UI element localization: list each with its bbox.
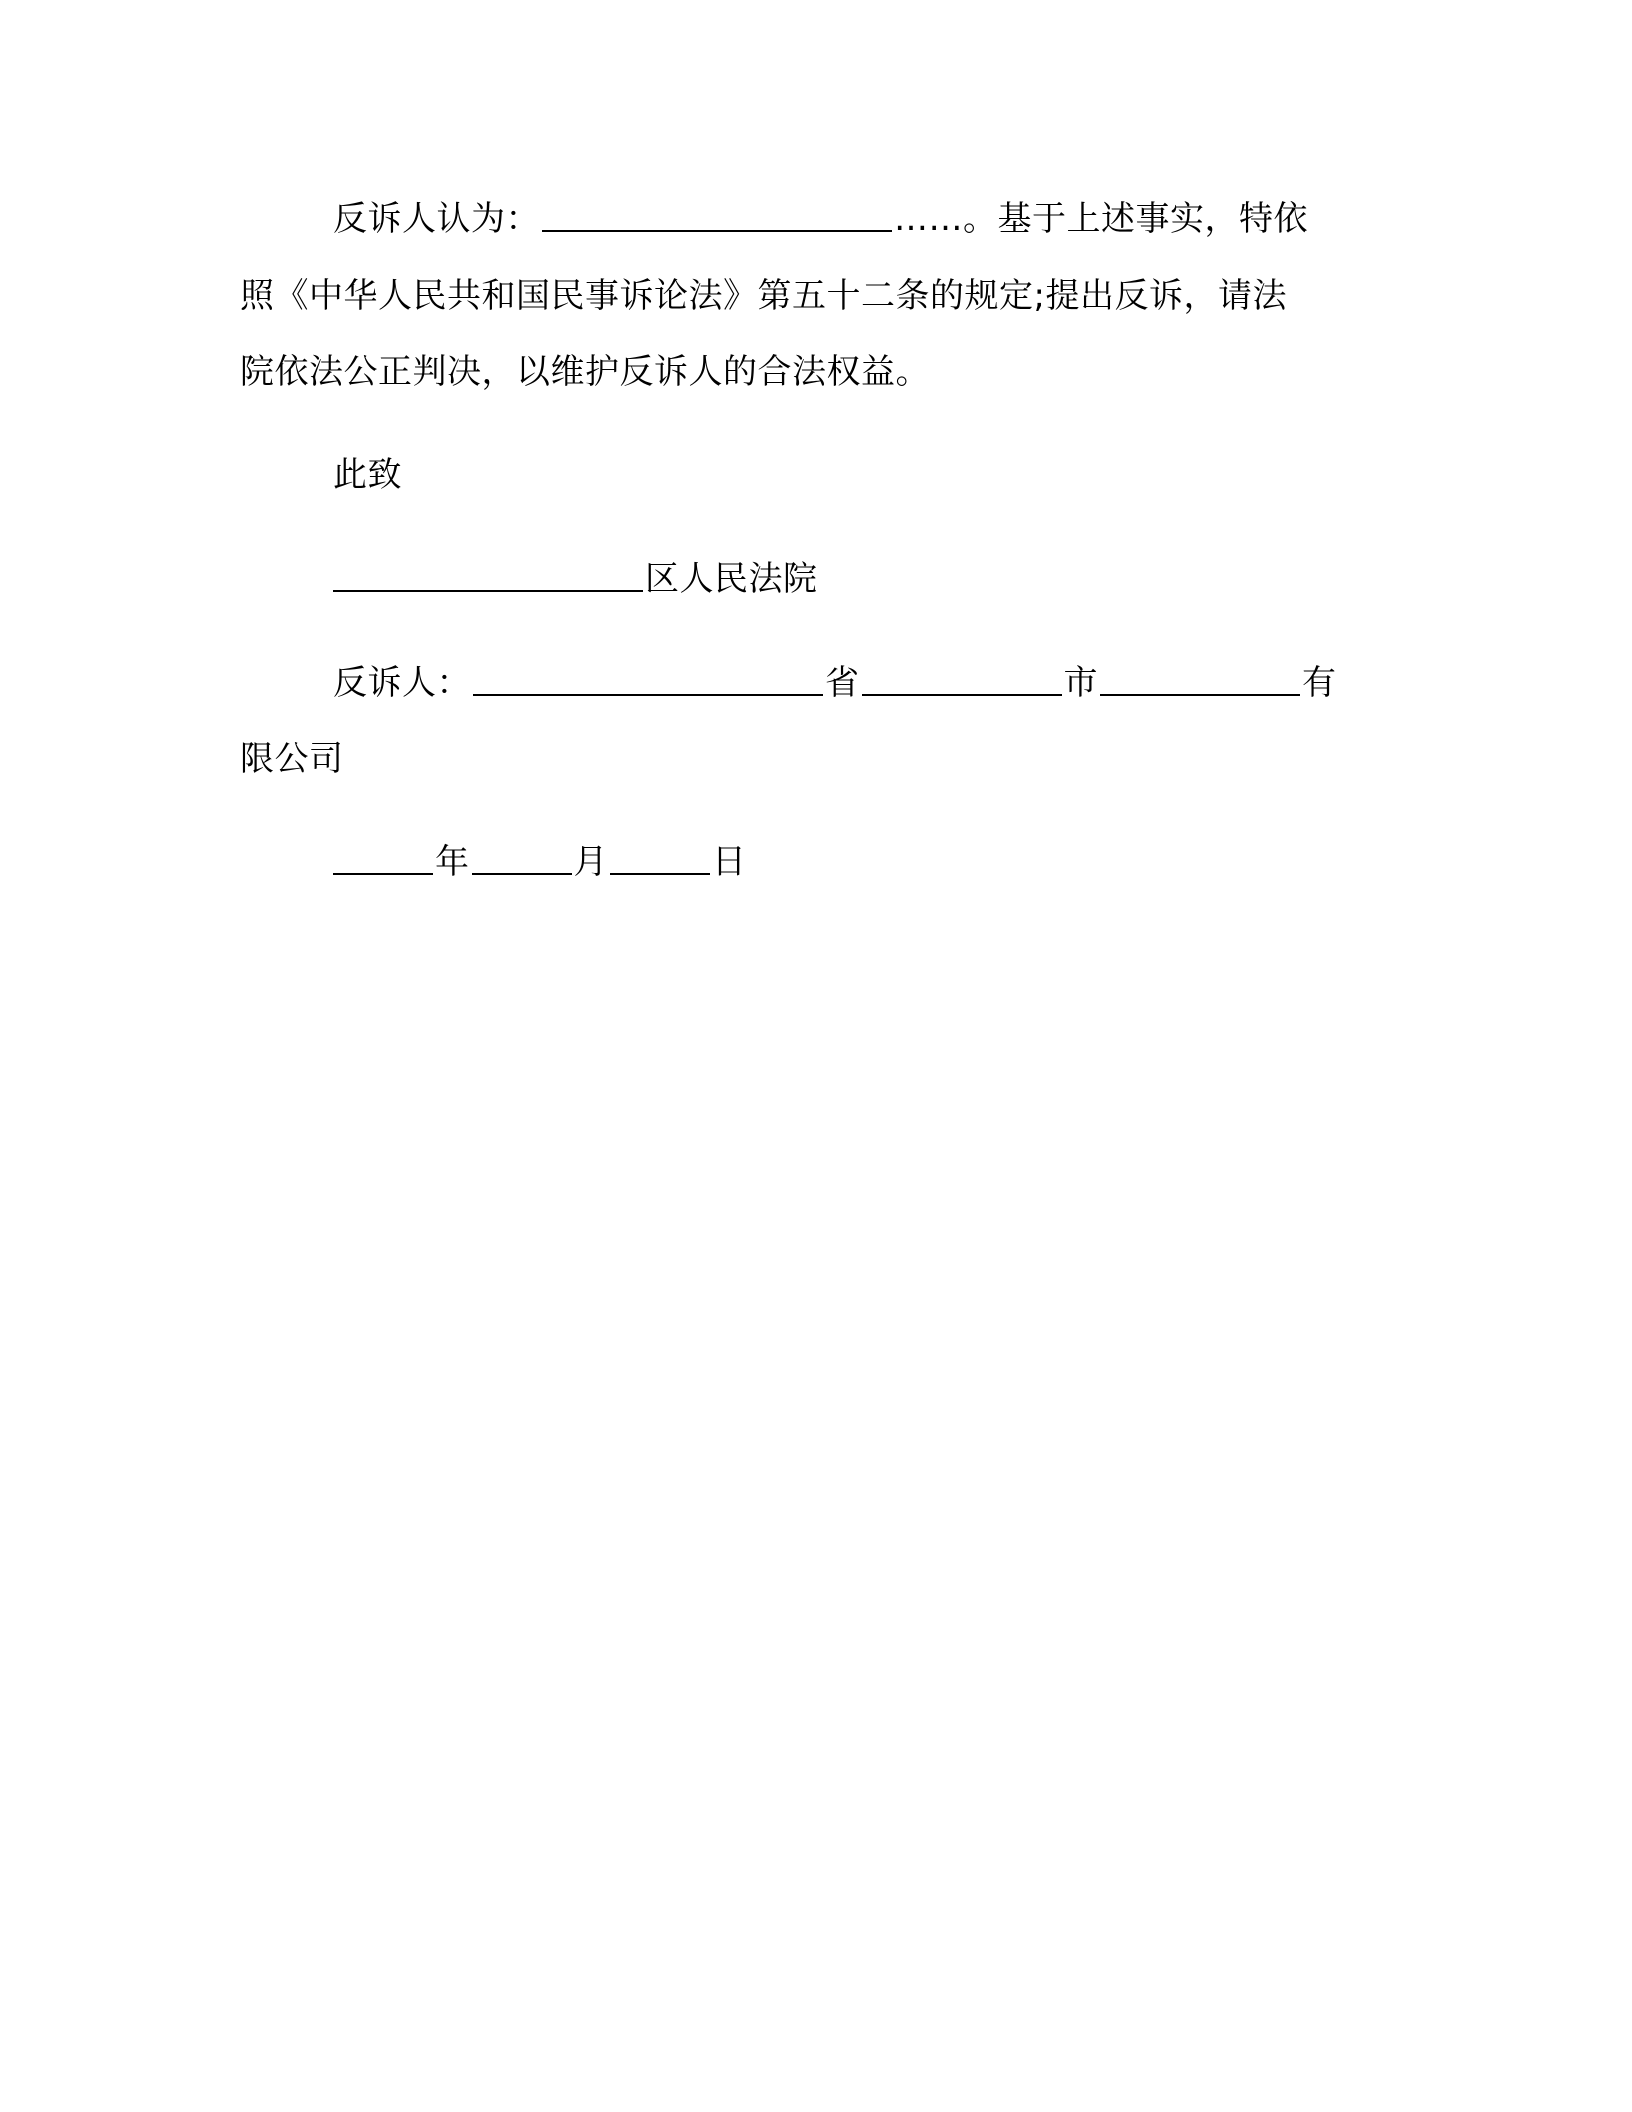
company-label-end: 限公司	[240, 739, 344, 779]
year-blank	[333, 843, 433, 875]
day-blank	[610, 843, 710, 875]
counterclaim-opinion-label: 反诉人认为：	[333, 199, 540, 239]
court-line	[333, 557, 818, 601]
month-label: 月	[573, 842, 608, 882]
counterclaimant-line-1	[333, 661, 1337, 705]
city-blank	[1100, 664, 1300, 696]
year-label: 年	[435, 842, 470, 882]
province-blank	[862, 664, 1062, 696]
counterclaimant-blank	[473, 664, 823, 696]
paragraph-1-line-3	[240, 350, 930, 394]
salutation	[333, 453, 402, 497]
legal-basis-text: 照《中华人民共和国民事诉论法》第五十二条的规定;提出反诉，请法	[240, 276, 1287, 316]
counterclaimant-label: 反诉人：	[333, 663, 471, 703]
city-label: 市	[1063, 663, 1098, 703]
day-label: 日	[712, 842, 747, 882]
paragraph-1-line-1	[333, 197, 1308, 241]
court-name-blank	[333, 560, 643, 592]
salutation-text: 此致	[333, 455, 402, 495]
opinion-blank	[542, 200, 892, 232]
date-line	[333, 840, 747, 884]
counterclaimant-line-2	[240, 737, 344, 781]
province-label: 省	[825, 663, 860, 703]
request-text: 院依法公正判决，以维护反诉人的合法权益。	[240, 352, 930, 392]
court-suffix: 区人民法院	[645, 559, 818, 599]
company-label-start: 有	[1302, 663, 1337, 703]
opinion-continuation: ……。基于上述事实，特依	[894, 199, 1308, 239]
month-blank	[472, 843, 572, 875]
paragraph-1-line-2	[240, 274, 1287, 318]
